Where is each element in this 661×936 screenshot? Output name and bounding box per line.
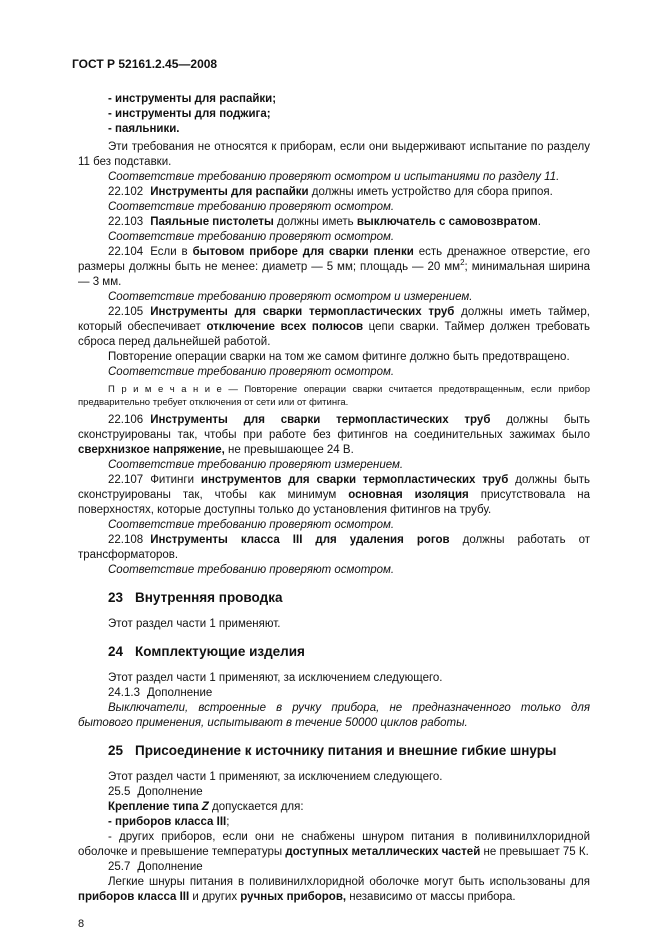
clause-22-108	[78, 533, 590, 563]
text-segment-bold: Инструменты класса III для удаления рогов	[150, 534, 450, 546]
text-segment: Легкие шнуры питания в поливинилхлоридной оболочке могут быть использованы для	[108, 876, 590, 888]
text-segment-bold: основная изоляция	[348, 489, 469, 501]
text-segment: ;	[226, 816, 230, 828]
text-segment-bold: отключение всех полюсов	[206, 321, 364, 333]
section-25-body: Этот раздел части 1 применяют, за исключением следующего.	[108, 771, 443, 783]
clause-label: Дополнение	[137, 861, 203, 873]
text-segment: есть дренажное отверстие, его размеры должны быть не менее: диаметр — 5 мм; площадь — 20 мм	[78, 246, 590, 273]
text-segment: должны иметь	[273, 216, 357, 228]
clause-label: Дополнение	[137, 786, 203, 798]
clause-number: 22.104	[108, 246, 144, 258]
section-number: 24	[108, 644, 124, 659]
clause-number: 22.107	[108, 474, 144, 486]
clause-label: Дополнение	[146, 687, 213, 699]
text-segment: должны работать от трансформаторов.	[78, 534, 590, 561]
text-segment: не превышающее 24 В.	[224, 444, 354, 456]
list-item	[78, 830, 590, 860]
clause-22-104	[78, 245, 590, 290]
list-item	[78, 815, 590, 830]
text-segment: ; минимальная ширина — 3 мм.	[78, 261, 590, 288]
text-segment: - других приборов, если они не снабжены шнуром питания в поливинилхлоридной оболочке и превышение температуры	[78, 831, 590, 858]
clause-number: 25.7	[108, 861, 131, 873]
clause-number: 22.102	[108, 186, 144, 198]
clause-25-5	[78, 785, 590, 800]
text-segment: допускается для:	[208, 801, 304, 813]
list-item: - инструменты для распайки;	[108, 93, 277, 105]
supplement-text: Выключатели, встроенные в ручку прибора, не предназначенного только для бытового применения, испытывают в течение 50000 циклов работы.	[78, 702, 590, 729]
paragraph-exemption: Эти требования не относятся к приборам, если они выдерживают испытание по разделу 11 без подставки.	[78, 141, 590, 168]
section-heading-24	[78, 643, 590, 660]
text-segment-bold: приборов класса III	[78, 891, 190, 903]
text-segment-bold: Паяльные пистолеты	[150, 216, 274, 228]
superscript: 2	[460, 258, 465, 268]
text-segment: присутствовала на поверхностях, которые доступны только до установления фитингов на трубу.	[78, 489, 591, 516]
clause-22-105	[78, 305, 590, 350]
compliance-note: Соответствие требованию проверяют осмотром.	[108, 366, 395, 378]
text-segment: цепи сварки. Таймер должен требовать сброса перед дальнейшей работой.	[78, 321, 591, 348]
doc-code-header: ГОСТ Р 52161.2.45—2008	[72, 57, 218, 71]
text-segment-bold: доступных металлических частей	[285, 846, 481, 858]
compliance-note: Соответствие требованию проверяют осмотром.	[108, 201, 395, 213]
clause-number: 22.106	[108, 414, 144, 426]
list-item: - инструменты для поджига;	[108, 108, 271, 120]
compliance-note: Соответствие требованию проверяют осмотром.	[108, 564, 395, 576]
text-segment-bold: ручных приборов,	[240, 891, 347, 903]
section-23-body: Этот раздел части 1 применяют.	[108, 618, 281, 630]
attachment-type-line	[78, 800, 590, 815]
text-segment-bold-italic: Z	[201, 801, 209, 813]
text-segment: должны быть сконструированы так, чтобы как минимум	[78, 474, 590, 501]
section-heading-25	[78, 742, 590, 759]
text-segment: не превышает 75 К.	[480, 846, 589, 858]
text-segment-bold: сверхнизкое напряжение,	[78, 444, 225, 456]
footnote-note: П р и м е ч а н и е — Повторение операции сварки считается предотвращенным, если прибор предварительно требует отключения от сети или от фитинга.	[78, 384, 590, 408]
text-segment: Фитинги	[150, 474, 201, 486]
text-segment: должны иметь устройство для сбора припоя.	[308, 186, 553, 198]
paragraph-repeat-welding: Повторение операции сварки на том же самом фитинге должно быть предотвращено.	[108, 351, 570, 363]
list-item: - паяльники.	[108, 123, 180, 135]
clause-22-103	[78, 215, 590, 230]
text-segment-bold: Крепление типа	[108, 801, 202, 813]
clause-24-1-3	[78, 686, 590, 701]
clause-number: 22.108	[108, 534, 144, 546]
clause-number: 25.5	[108, 786, 131, 798]
section-heading-23	[78, 589, 590, 606]
section-24-body: Этот раздел части 1 применяют, за исключением следующего.	[108, 672, 443, 684]
text-segment: должны иметь таймер, который обеспечивает	[78, 306, 590, 333]
clause-number: 24.1.3	[108, 687, 140, 699]
text-segment-bold: бытовом приборе для сварки пленки	[192, 246, 414, 258]
section-title: Присоединение к источнику питания и внешние гибкие шнуры	[135, 743, 557, 758]
text-segment-bold: Инструменты для сварки термопластических труб	[150, 414, 491, 426]
compliance-note: Соответствие требованию проверяют осмотром.	[108, 231, 395, 243]
compliance-note: Соответствие требованию проверяют осмотром и испытаниями по разделу 11.	[108, 171, 560, 183]
section-number: 23	[108, 590, 124, 605]
page-number: 8	[78, 918, 85, 930]
compliance-note: Соответствие требованию проверяют осмотром.	[108, 519, 395, 531]
clause-number: 22.105	[108, 306, 144, 318]
text-segment-bold: выключатель с самовозвратом	[356, 216, 538, 228]
section-title: Комплектующие изделия	[135, 644, 305, 659]
text-segment: должны быть сконструированы так, чтобы при работе без фитингов на соединительных зажимах было	[78, 414, 590, 441]
text-segment-bold: Инструменты для распайки	[150, 186, 309, 198]
text-segment-bold: - приборов класса III	[108, 816, 227, 828]
compliance-note: Соответствие требованию проверяют измерением.	[108, 459, 404, 471]
text-segment-bold: Инструменты для сварки термопластических труб	[150, 306, 455, 318]
clause-22-107	[78, 473, 590, 518]
clause-25-7	[78, 860, 590, 875]
compliance-note: Соответствие требованию проверяют осмотром и измерением.	[108, 291, 473, 303]
text-segment: .	[537, 216, 541, 228]
text-segment: независимо от массы прибора.	[346, 891, 516, 903]
text-segment: Если в	[150, 246, 193, 258]
clause-number: 22.103	[108, 216, 144, 228]
text-segment: и других	[189, 891, 241, 903]
clause-22-106	[78, 413, 590, 458]
section-number: 25	[108, 743, 124, 758]
section-title: Внутренняя проводка	[135, 590, 283, 605]
cords-paragraph	[78, 875, 590, 905]
clause-22-102	[78, 185, 590, 200]
text-segment-bold: инструментов для сварки термопластических труб	[200, 474, 509, 486]
